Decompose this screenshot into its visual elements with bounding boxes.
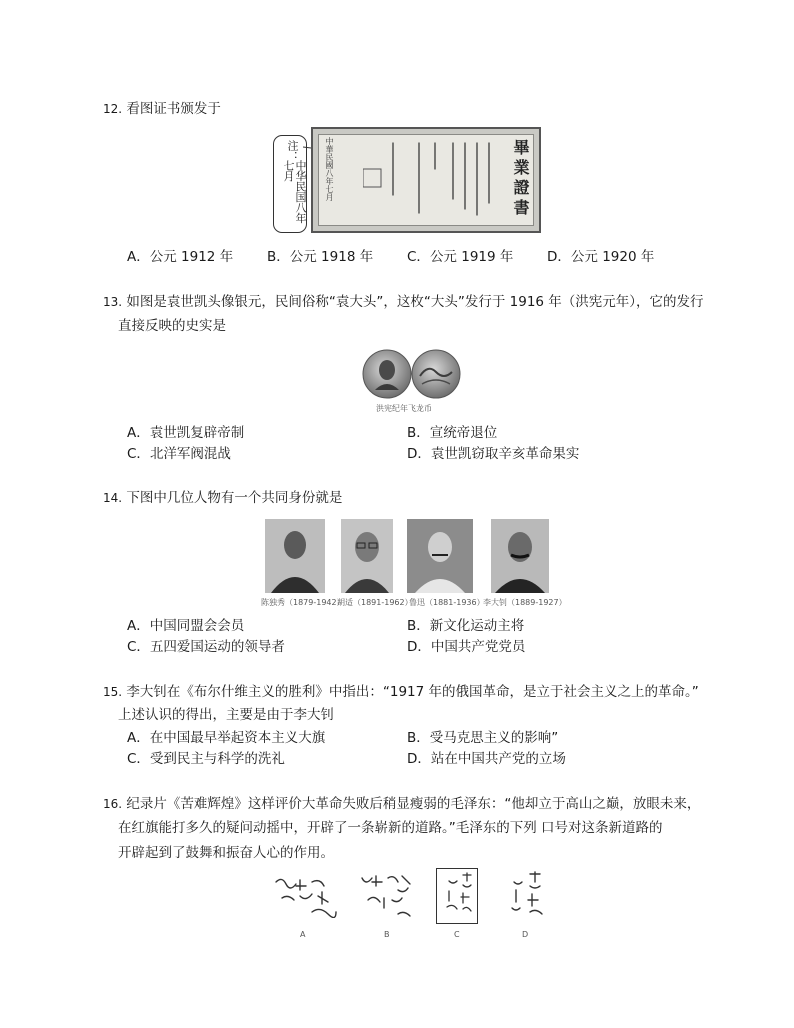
calligraphy-a-icon: [272, 874, 342, 918]
q16-stem-line3: 开辟起到了鼓舞和振奋人心的作用。: [118, 845, 334, 861]
q12-option-a[interactable]: A．公元 1912 年: [127, 249, 234, 265]
q14-option-a[interactable]: A．中国同盟会会员: [127, 618, 245, 634]
calligraphy-b-icon: [358, 872, 416, 922]
silver-coin-icon: [362, 346, 462, 402]
portrait-caption: 鲁迅（1881-1936）: [409, 598, 485, 607]
calligraphy-label-a: A: [300, 930, 306, 939]
q14-stem: 14. 下图中几位人物有一个共同身份就是: [103, 490, 343, 506]
calligraphy-label-b: B: [384, 930, 390, 939]
portrait-chen-duxiu: [265, 519, 325, 593]
portrait-caption: 胡适（1891-1962）: [337, 598, 413, 607]
portrait-caption: 李大钊（1889-1927）: [483, 598, 567, 607]
person-photo-icon: [491, 519, 549, 593]
q14-option-d[interactable]: D．中国共产党党员: [407, 639, 526, 655]
q15-option-d[interactable]: D．站在中国共产党的立场: [407, 751, 566, 767]
q15-option-a[interactable]: A．在中国最早举起资本主义大旗: [127, 730, 326, 746]
q15-stem-line2: 上述认识的得出，主要是由于李大钊: [118, 707, 334, 723]
q12-certificate-image: [273, 127, 541, 235]
certificate-note-text: 中华民国八年七月: [282, 160, 307, 223]
certificate-note-label: 注：: [286, 140, 299, 162]
person-photo-icon: [341, 519, 393, 593]
q16-stem-line2: 在红旗能打多久的疑问动摇中，开辟了一条崭新的道路。”毛泽东的下列 口号对这条新道路的: [118, 820, 663, 836]
q15-option-c[interactable]: C．受到民主与科学的洗礼: [127, 751, 285, 767]
calligraphy-c-icon: [437, 869, 477, 923]
q13-stem-line1: 13. 如图是袁世凯头像银元，民间俗称“袁大头”，这枚“大头”发行于 1916 年（洪宪元年），它的发行: [103, 294, 704, 310]
q16-stem-line1: 16. 纪录片《苦难辉煌》这样评价大革命失败后稍显瘦弱的毛泽东：“他却立于高山之巅，放眼未来，: [103, 796, 701, 812]
calligraphy-label-c: C: [454, 930, 460, 939]
q12-option-b[interactable]: B．公元 1918 年: [267, 249, 374, 265]
q14-option-c[interactable]: C．五四爱国运动的领导者: [127, 639, 285, 655]
q13-coin-image: [362, 346, 462, 416]
q14-option-b[interactable]: B．新文化运动主将: [407, 618, 525, 634]
portrait-li-dazhao: [491, 519, 549, 593]
portrait-lu-xun: [407, 519, 473, 593]
q15-stem-line1: 15. 李大钊在《布尔什维主义的胜利》中指出：“1917 年的俄国革命，是立于社会主义之上的革命。”: [103, 684, 699, 700]
q16-calligraphy-images: [272, 868, 552, 940]
person-photo-icon: [407, 519, 473, 593]
calligraphy-label-d: D: [522, 930, 529, 939]
q13-option-a[interactable]: A．袁世凯复辟帝制: [127, 425, 245, 441]
q13-option-c[interactable]: C．北洋军阀混战: [127, 446, 231, 462]
portrait-hu-shi: [341, 519, 393, 593]
calligraphy-d-icon: [500, 870, 552, 922]
q12-option-d[interactable]: D．公元 1920 年: [547, 249, 655, 265]
certificate-photo: [311, 127, 541, 233]
q12-option-c[interactable]: C．公元 1919 年: [407, 249, 514, 265]
portrait-caption: 陈独秀（1879-1942）: [261, 598, 345, 607]
q12-stem: 12. 看图证书颁发于: [103, 101, 221, 117]
q13-stem-line2: 直接反映的史实是: [118, 318, 226, 334]
q13-option-d[interactable]: D．袁世凯窃取辛亥革命果实: [407, 446, 580, 462]
q13-option-b[interactable]: B．宣统帝退位: [407, 425, 498, 441]
certificate-note-box: [273, 135, 307, 233]
certificate-title: 畢業證書: [511, 139, 530, 219]
coin-caption: 洪宪纪年飞龙币: [376, 404, 432, 413]
certificate-date-text: 中華民國八年七月: [325, 137, 334, 201]
q15-option-b[interactable]: B．受马克思主义的影响”: [407, 730, 559, 746]
calligraphy-c-frame: [436, 868, 478, 924]
person-photo-icon: [265, 519, 325, 593]
certificate-handwriting: [363, 139, 503, 224]
q14-portraits: [261, 519, 567, 609]
